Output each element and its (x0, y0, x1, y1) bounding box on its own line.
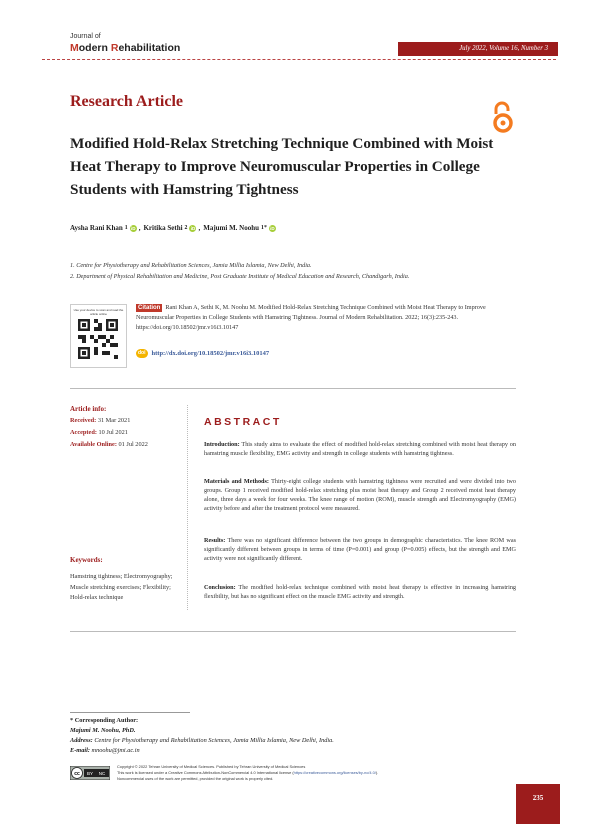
citation-badge: Citation (138, 305, 161, 311)
conclusion-text: The modified hold-relax technique combined with moist heat therapy is effective in increasing hamstring flexibility, but has no significant effect on the muscle EMG activity and strength. (204, 584, 517, 600)
author-affiliation: 2 (184, 225, 188, 231)
online-value: 01 Jul 2022 (118, 441, 148, 448)
article-type: Research Article (70, 93, 183, 110)
license-line-3: Noncommercial uses of the work are permitted, provided the original work is properly cited. (117, 776, 274, 781)
page-number: 235 (532, 794, 544, 802)
received-label: Received: (70, 417, 97, 424)
open-access-icon (490, 100, 516, 134)
abstract-heading: ABSTRACT (204, 416, 282, 428)
accepted-value: 10 Jul 2021 (98, 429, 128, 436)
orcid-icon[interactable]: iD (130, 225, 136, 231)
journal-name-part: odern (78, 42, 111, 54)
author-name: Aysha Rani Khan (70, 224, 123, 232)
license-line-2-a: This work is licensed under a Creative Commons Attribution-NonCommercial 4.0 International license ( (117, 770, 294, 775)
results-label: Results: (204, 537, 226, 544)
abstract-results (204, 536, 516, 563)
footnote-divider (70, 712, 190, 713)
author-list (70, 224, 276, 232)
conclusion-label: Conclusion: (204, 584, 236, 591)
accepted-date (70, 429, 128, 436)
journal-name-small: Journal of (70, 33, 101, 40)
intro-label: Introduction: (204, 441, 240, 448)
header-divider (42, 59, 556, 60)
abstract-methods (204, 477, 516, 513)
author-name: Kritika Sethi (143, 224, 183, 232)
orcid-icon[interactable]: iD (270, 225, 275, 231)
methods-text: Thirty-eight college students with hamstring tightness were recruited and were divided into two groups. Group 1 received modified hold-relax stretching plus moist heat therapy and Group 2 received moist heat therapy alone, three days a week for four weeks. The knee range of motion (ROM), muscle strength and Electromyography (EMG) activity before and after the treatment protocol were measured. (204, 478, 516, 512)
issue-band: July 2022, Volume 16, Number 3 (398, 42, 558, 56)
affiliation-1: 1. Centre for Physiotherapy and Rehabilitation Sciences, Jamia Millia Islamia, New Delhi, India. (70, 262, 312, 269)
doi-line (136, 349, 269, 358)
online-date (70, 441, 148, 448)
qr-code-box[interactable] (70, 304, 127, 368)
qr-code-icon (78, 319, 118, 359)
results-text: There was no significant difference between the two groups in demographic characteristics. The knee ROM was significantly different between groups in terms of time (P=0.001) and group (P=0.005) effects, but the strength and EMG activity were not significantly different. (204, 537, 516, 562)
citation-text: Rani Khan A, Sethi K, M. Noohu M. Modified Hold-Relax Stretching Technique Combined with Moist Heat Therapy to Improve Neuromuscular Properties in College Students with Hamstring Tightness. Journal of Modern Rehabilitation. 2022; 16(3):235-243. https://doi.org/10.18502/jmr.v16i3.10147 (136, 304, 486, 331)
by-glyph: BY (86, 771, 94, 776)
article-info-title: Article info: (70, 405, 107, 413)
keywords-title: Keywords: (70, 556, 103, 564)
citation (136, 303, 514, 333)
journal-name-part: ehabilitation (118, 42, 181, 54)
intro-text: This study aims to evaluate the effect of modified hold-relax stretching combined with moist heat therapy on hamstring muscle flexibility, EMG activity and strength in college students with hamstring tightness. (204, 441, 516, 457)
address-text: Centre for Physiotherapy and Rehabilitation Sciences, Jamia Millia Islamia, New Delhi, India. (94, 737, 334, 744)
orcid-icon[interactable]: iD (190, 225, 196, 231)
address-label: Address: (70, 737, 93, 744)
cc-license-icon (70, 766, 110, 780)
license-link[interactable]: https://creativecommons.org/licenses/by-nc/4.0/ (293, 770, 376, 775)
column-divider (187, 405, 188, 610)
page-number-band (516, 784, 560, 824)
cc-glyph: cc (74, 771, 80, 777)
online-label: Available Online: (70, 441, 117, 448)
email-label: E-mail: (70, 747, 90, 754)
author (203, 224, 276, 232)
affiliation-2: 2. Department of Physical Rehabilitation and Medicine, Post Graduate Institute of Medical Education and Research, Chandigarh, India. (70, 273, 410, 280)
journal-initial-m: M (70, 42, 79, 54)
corresponding-label: * Corresponding Author: (70, 717, 139, 724)
corresponding-address (70, 737, 334, 744)
section-divider (70, 388, 516, 389)
license-text (117, 764, 517, 782)
doi-icon: doi (138, 350, 146, 356)
license-line-1: Copyright © 2022 Tehran University of Medical Sciences. Published by Tehran University of Medical Sciences (117, 764, 306, 769)
article-title: Modified Hold-Relax Stretching Technique Combined with Moist Heat Therapy to Improve Neuromuscular Properties in College Students with Hamstring Tightness (70, 135, 494, 198)
abstract-divider (70, 631, 516, 632)
received-value: 31 Mar 2021 (97, 417, 131, 424)
abstract-conclusion (204, 583, 516, 601)
qr-label: Use your device to scan and read the article online (73, 308, 124, 316)
journal-initial-r: R (110, 42, 119, 54)
methods-label: Materials and Methods: (204, 478, 269, 485)
nc-glyph: NC (98, 771, 106, 776)
accepted-label: Accepted: (70, 429, 97, 436)
author-name: Majumi M. Noohu (203, 224, 260, 232)
corresponding-email (70, 747, 140, 754)
author: Aysha Rani Khan 1 iD , (70, 224, 141, 232)
author: Kritika Sethi 2 iD , (143, 224, 201, 232)
email-text[interactable]: mnoohu@jmi.ac.in (91, 747, 140, 754)
author-affiliation: 1* (261, 225, 267, 231)
corresponding-name: Majumi M. Noohu, PhD. (70, 727, 136, 734)
doi-link[interactable]: http://dx.doi.org/10.18502/jmr.v16i3.10147 (151, 350, 270, 357)
keywords-text: Hamstring tightness; Electromyography; Muscle stretching exercises; Flexibility; Hold-relax technique (70, 573, 173, 601)
received-date (70, 417, 130, 424)
journal-name (70, 42, 180, 54)
author-affiliation: 1 (124, 225, 128, 231)
license-line-2-b: ). (375, 770, 379, 775)
abstract-introduction (204, 440, 516, 458)
